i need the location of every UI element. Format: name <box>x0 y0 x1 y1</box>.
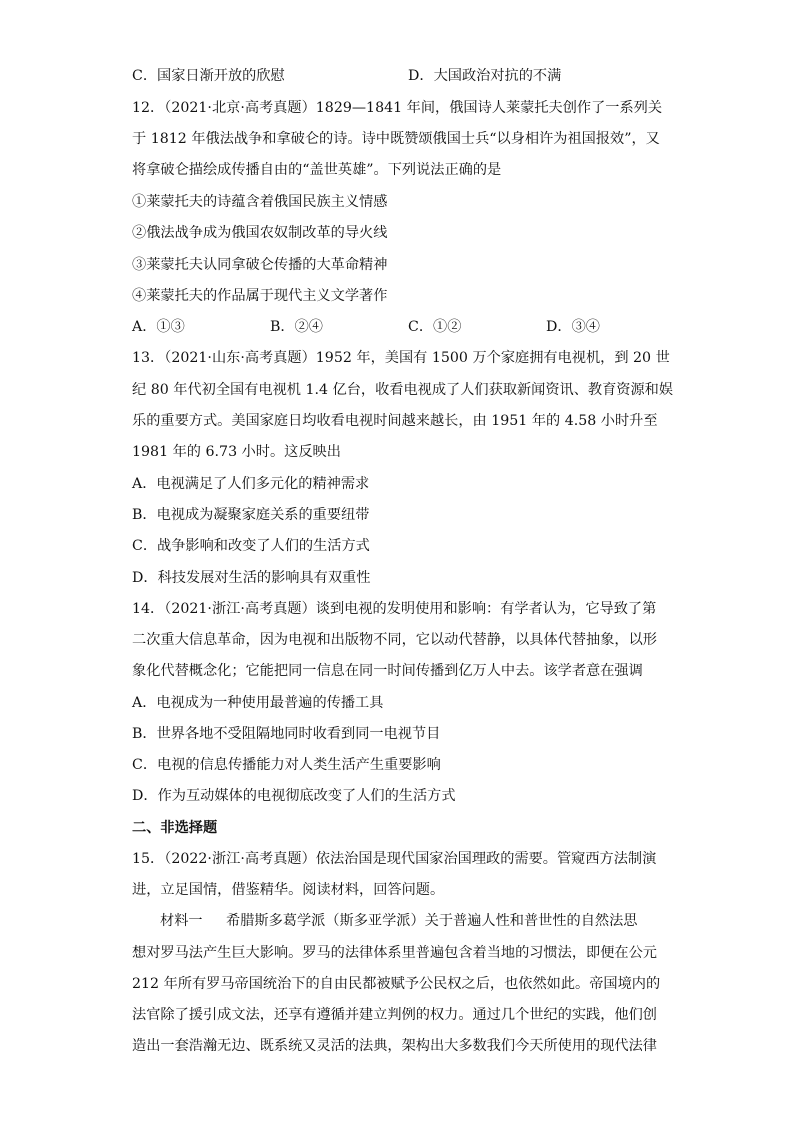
material-first-line: 希腊斯多葛学派（斯多亚学派）关于普遍人性和普世性的自然法思 <box>226 913 638 929</box>
q13-option-b: B．电视成为凝聚家庭关系的重要纽带 <box>132 507 370 523</box>
q13-option-c: C．战争影响和改变了人们的生活方式 <box>132 538 370 554</box>
prev-question-options <box>132 66 672 86</box>
q12-option-d: D．③④ <box>546 319 600 335</box>
q14-option-c: C．电视的信息传播能力对人类生活产生重要影响 <box>132 757 441 773</box>
q12-stem-line-1: 12．（2021·北京·高考真题）1829—1841 年间，俄国诗人莱蒙托夫创作了一系列关 <box>132 100 663 116</box>
q13-stem-line-4: 1981 年的 6.73 小时。这反映出 <box>132 444 341 460</box>
material-label: 材料一 <box>160 913 203 929</box>
q12-item-2: ②俄法战争成为俄国农奴制改革的导火线 <box>132 225 388 241</box>
q12-stem-line-2: 于 1812 年俄法战争和拿破仑的诗。诗中既赞颂俄国士兵“以身相许为祖国报效”，又 <box>132 131 660 147</box>
q12-stem-line-3: 将拿破仑描绘成传播自由的“盖世英雄”。下列说法正确的是 <box>132 162 502 178</box>
q15-stem-line-1: 15．（2022·浙江·高考真题）依法治国是现代国家治国理政的需要。管窥西方法制演 <box>132 851 657 867</box>
q15-material-line-3: 212 年所有罗马帝国统治下的自由民都被赋予公民权之后，也依然如此。帝国境内的 <box>132 976 661 992</box>
q15-material-line-1 <box>132 911 700 931</box>
section-heading: 二、非选择题 <box>132 820 218 836</box>
q13-stem-line-3: 乐的重要方式。美国家庭日均收看电视时间越来越长，由 1951 年的 4.58 小时升至 <box>132 413 658 429</box>
q12-item-3: ③莱蒙托夫认同拿破仑传播的大革命精神 <box>132 257 388 273</box>
q12-option-a: A．①③ <box>132 319 185 335</box>
q15-material-line-5: 造出一套浩瀚无边、既系统又灵活的法典，架构出大多数我们今天所使用的现代法律 <box>132 1038 657 1054</box>
q14-option-a: A．电视成为一种使用最普遍的传播工具 <box>132 695 384 711</box>
q12-options <box>132 317 672 337</box>
q12-option-b: B．②④ <box>270 319 323 335</box>
option-c: C．国家日渐开放的欣慰 <box>132 68 285 84</box>
q12-item-1: ①莱蒙托夫的诗蕴含着俄国民族主义情感 <box>132 194 388 210</box>
q13-option-a: A．电视满足了人们多元化的精神需求 <box>132 476 370 492</box>
q14-stem-line-3: 象化代替概念化；它能把同一信息在同一时间传播到亿万人中去。该学者意在强调 <box>132 663 643 679</box>
q15-stem-line-2: 进，立足国情，借鉴精华。阅读材料，回答问题。 <box>132 882 445 898</box>
q14-stem-line-2: 二次重大信息革命，因为电视和出版物不同，它以动代替静，以具体代替抽象，以形 <box>132 632 657 648</box>
q14-option-b: B．世界各地不受阻隔地同时收看到同一电视节目 <box>132 726 441 742</box>
q13-stem-line-2: 纪 80 年代初全国有电视机 1.4 亿台，收看电视成了人们获取新闻资讯、教育资源和娱 <box>132 382 674 398</box>
q15-material-line-2: 想对罗马法产生巨大影响。罗马的法律体系里普遍包含着当地的习惯法，即便在公元 <box>132 945 657 961</box>
q12-item-4: ④莱蒙托夫的作品属于现代主义文学著作 <box>132 288 388 304</box>
q12-option-c: C．①② <box>408 319 462 335</box>
q13-stem-line-1: 13．（2021·山东·高考真题）1952 年，美国有 1500 万个家庭拥有电视机，到 20 世 <box>132 350 670 366</box>
option-d: D．大国政治对抗的不满 <box>408 68 562 84</box>
q14-option-d: D．作为互动媒体的电视彻底改变了人们的生活方式 <box>132 788 456 804</box>
q13-option-d: D．科技发展对生活的影响具有双重性 <box>132 570 371 586</box>
q14-stem-line-1: 14．（2021·浙江·高考真题）谈到电视的发明使用和影响：有学者认为，它导致了第 <box>132 601 657 617</box>
q15-material-line-4: 法官除了援引成文法，还享有遵循并建立判例的权力。通过几个世纪的实践，他们创 <box>132 1007 657 1023</box>
